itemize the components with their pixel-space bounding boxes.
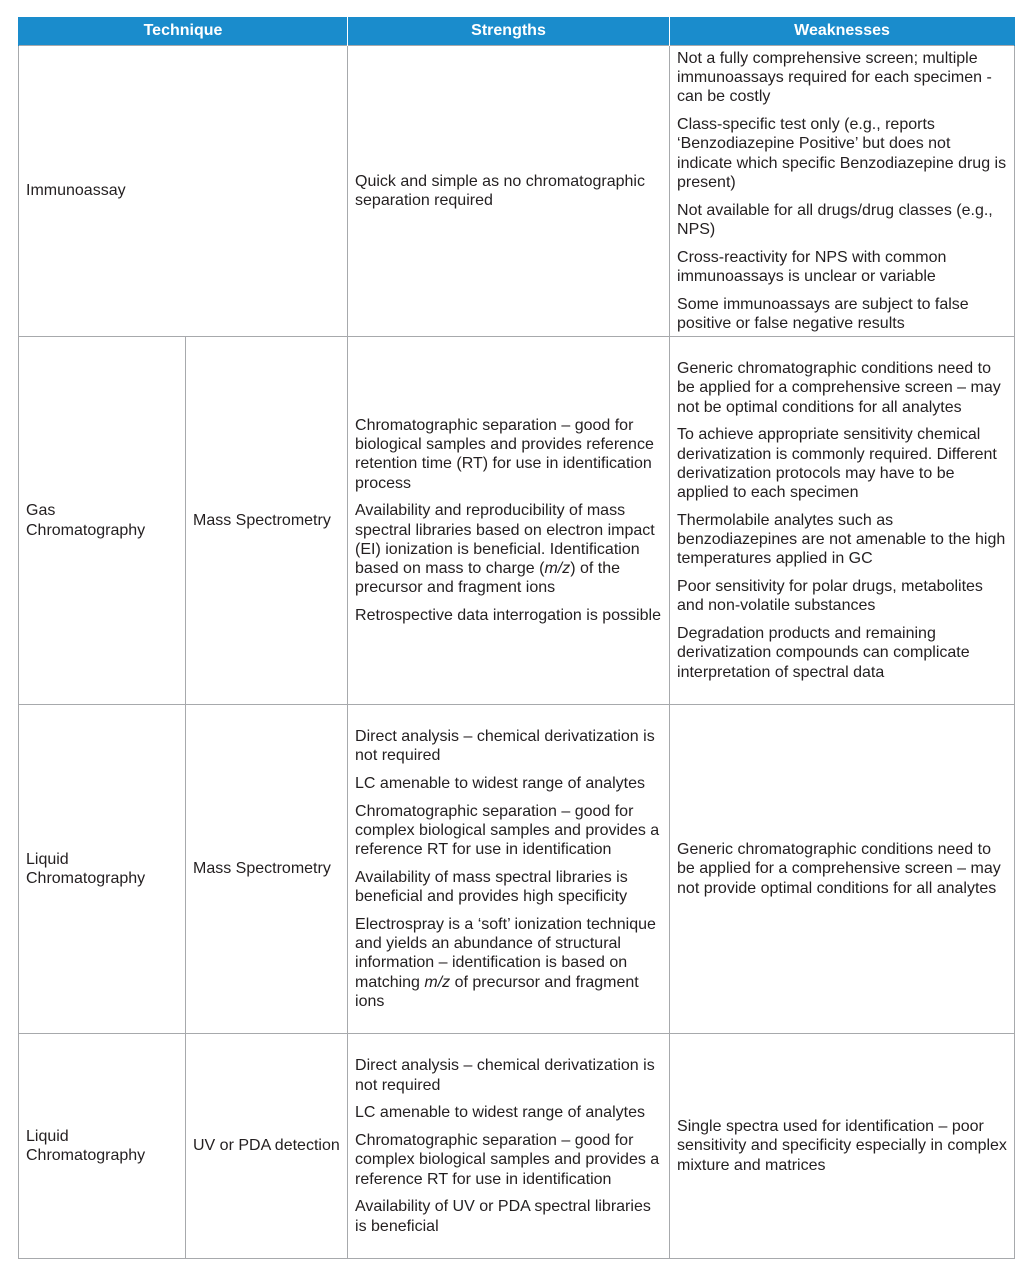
technique-text: Immunoassay: [26, 182, 126, 200]
strength-item: Chromatographic separation – good for biological samples and provides reference retention time (RT) for use in identification process: [355, 416, 654, 492]
detector-cell: [186, 337, 348, 705]
strength-item: Electrospray is a ‘soft’ ionization technique and yields an abundance of structural information – identification is based on matching m/z of precursor and fragment ions: [355, 915, 656, 1010]
header-row: [19, 17, 1015, 46]
strength-item: Availability of mass spectral libraries is beneficial and provides high specificity: [355, 868, 628, 906]
strength-item: Quick and simple as no chromatographic separation required: [355, 172, 645, 209]
weakness-item: Generic chromatographic conditions need to be applied for a comprehensive screen – may not be optimal conditions for all analytes: [677, 360, 1001, 416]
detector-cell: [186, 705, 348, 1034]
weakness-item: Generic chromatographic conditions need to be applied for a comprehensive screen – may not provide optimal conditions for all analytes: [677, 841, 1001, 897]
strengths-cell: [348, 46, 670, 337]
weakness-item: Not a fully comprehensive screen; multiple immunoassays required for each specimen - can be costly: [677, 49, 992, 106]
strength-item: Availability of UV or PDA spectral libraries is beneficial: [355, 1198, 651, 1235]
strengths-cell: [348, 337, 670, 705]
strength-item: Chromatographic separation – good for complex biological samples and provides a reference RT for use in identification: [355, 1132, 660, 1188]
technique-text: Gas Chromatography: [26, 502, 146, 539]
technique-cell: [19, 705, 186, 1034]
weakness-item: Cross-reactivity for NPS with common immunoassays is unclear or variable: [677, 248, 947, 285]
strengths-cell: [348, 705, 670, 1034]
strength-item: LC amenable to widest range of analytes: [355, 1104, 645, 1122]
detector-text: UV or PDA detection: [193, 1137, 340, 1155]
detector-text: Mass Spectrometry: [193, 860, 331, 878]
weakness-item: Not available for all drugs/drug classes (e.g., NPS): [677, 201, 993, 238]
strength-item: Direct analysis – chemical derivatization is not required: [355, 727, 655, 765]
weaknesses-cell: [670, 1034, 1015, 1259]
header-weaknesses: Weaknesses: [670, 17, 1015, 46]
table-row: [19, 337, 1015, 705]
header-technique: Technique: [19, 17, 348, 46]
table-row: [19, 705, 1015, 1034]
technique-text: Liquid Chromatography: [26, 1127, 146, 1164]
technique-cell: [19, 46, 348, 337]
weakness-item: Poor sensitivity for polar drugs, metabolites and non-volatile substances: [677, 578, 983, 615]
table-row: [19, 1034, 1015, 1259]
weaknesses-cell: [670, 337, 1015, 705]
technique-cell: [19, 337, 186, 705]
table-header: [19, 17, 1015, 46]
header-strengths: Strengths: [348, 17, 670, 46]
detector-text: Mass Spectrometry: [193, 511, 331, 529]
weakness-item: To achieve appropriate sensitivity chemical derivatization is commonly required. Different derivatization protocols may have to be applied to each specimen: [677, 426, 997, 502]
technique-text: Liquid Chromatography: [26, 850, 146, 887]
weakness-item: Some immunoassays are subject to false positive or false negative results: [677, 295, 969, 332]
strength-item: Availability and reproducibility of mass spectral libraries based on electron impact (EI) ionization is beneficial. Identification based on mass to charge (m/z) of the precursor and fragment ions: [355, 502, 655, 597]
weakness-item: Degradation products and remaining derivatization compounds can complicate interpretation of spectral data: [677, 625, 970, 681]
strength-item: Retrospective data interrogation is possible: [355, 606, 661, 624]
strength-item: LC amenable to widest range of analytes: [355, 774, 645, 792]
weaknesses-cell: [670, 46, 1015, 337]
weakness-item: Thermolabile analytes such as benzodiazepines are not amenable to the high temperatures applied in GC: [677, 511, 1006, 568]
table-row: [19, 46, 1015, 337]
detector-cell: [186, 1034, 348, 1259]
strengths-cell: [348, 1034, 670, 1259]
technique-cell: [19, 1034, 186, 1259]
strength-item: Chromatographic separation – good for complex biological samples and provides a reference RT for use in identification: [355, 802, 660, 859]
weakness-item: Single spectra used for identification – poor sensitivity and specificity especially in complex mixture and matrices: [677, 1118, 1007, 1174]
weakness-item: Class-specific test only (e.g., reports ‘Benzodiazepine Positive’ but does not indicate which specific Benzodiazepine drug is present): [677, 116, 1007, 191]
strength-item: Direct analysis – chemical derivatization is not required: [355, 1057, 655, 1094]
comparison-table: [18, 17, 1015, 1259]
weaknesses-cell: [670, 705, 1015, 1034]
